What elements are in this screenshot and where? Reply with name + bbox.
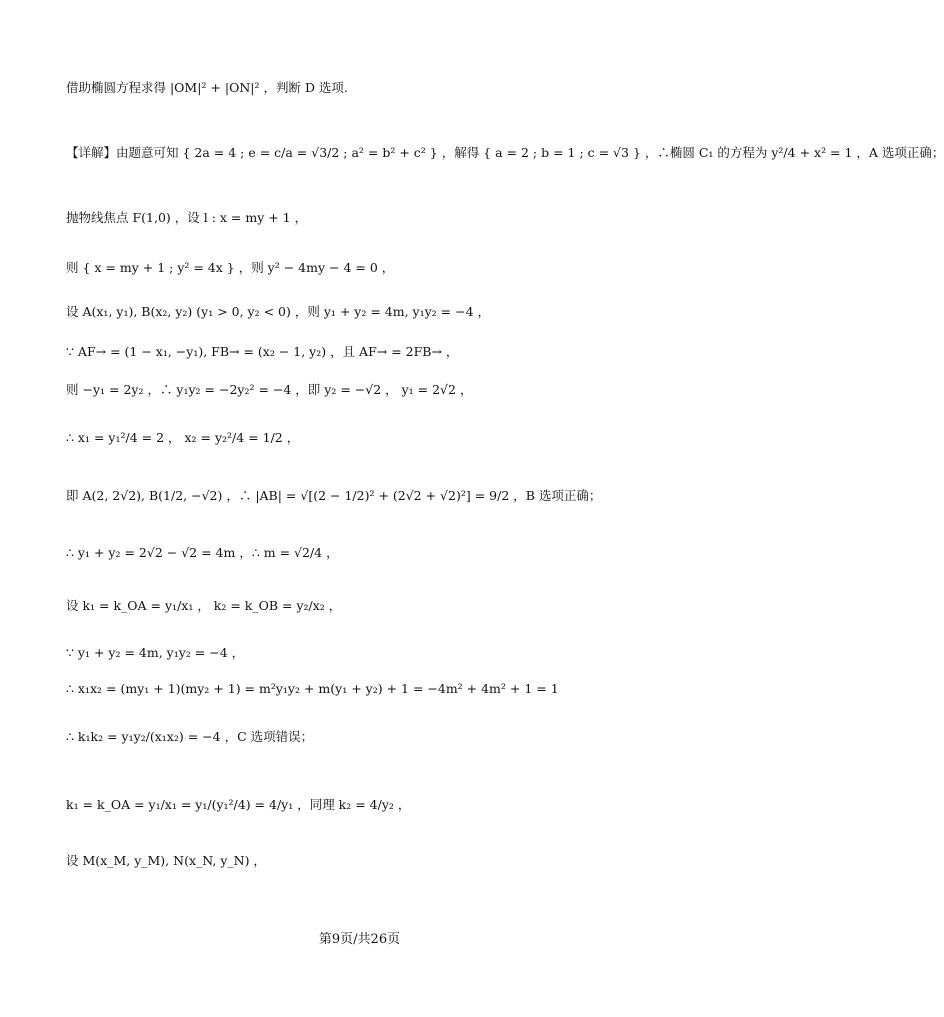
- text-line-1: 借助椭圆方程求得 |OM|² + |ON|² ，判断 D 选项.: [66, 80, 348, 95]
- text-line-14: ∴ k₁k₂ = y₁y₂/(x₁x₂) = −4 ，C 选项错误；: [66, 729, 314, 744]
- text-line-13: ∴ x₁x₂ = (my₁ + 1)(my₂ + 1) = m²y₁y₂ + m(y₁ + y₂) + 1 = −4m² + 4m² + 1 = 1: [66, 681, 559, 696]
- text-line-6: ∵ AF→ = (1 − x₁, −y₁), FB→ = (x₂ − 1, y₂) ，且 AF→ = 2FB→ ，: [66, 344, 459, 359]
- text-line-4: 则 { x = my + 1 ; y² = 4x } ，则 y² − 4my − 4 = 0 ，: [66, 260, 395, 275]
- text-line-15: k₁ = k_OA = y₁/x₁ = y₁/(y₁²/4) = 4/y₁ ，同理 k₂ = 4/y₂ ，: [66, 797, 411, 812]
- text-line-3: 抛物线焦点 F(1,0) ，设 l : x = my + 1 ，: [66, 210, 308, 225]
- text-line-16: 设 M(x_M, y_M), N(x_N, y_N) ，: [66, 853, 266, 868]
- text-line-2: 【详解】由题意可知 { 2a = 4 ; e = c/a = √3/2 ; a² = b² + c² } ，解得 { a = 2 ; b = 1 ; c = √3 } ，∴椭圆 C₁ 的方程为 y²/4 + x² = 1 ，A 选项正确；: [66, 145, 944, 160]
- text-line-12: ∵ y₁ + y₂ = 4m, y₁y₂ = −4 ，: [66, 645, 245, 660]
- text-line-8: ∴ x₁ = y₁²/4 = 2 ， x₂ = y₂²/4 = 1/2 ，: [66, 430, 300, 445]
- text-line-10: ∴ y₁ + y₂ = 2√2 − √2 = 4m ，∴ m = √2/4 ，: [66, 545, 339, 560]
- text-line-9: 即 A(2, 2√2), B(1/2, −√2) ，∴ |AB| = √[(2 − 1/2)² + (2√2 + √2)²] = 9/2 ，B 选项正确；: [66, 488, 602, 503]
- page-footer: 第9页/共26页: [318, 932, 401, 947]
- text-line-5: 设 A(x₁, y₁), B(x₂, y₂) (y₁ > 0, y₂ < 0) ，则 y₁ + y₂ = 4m, y₁y₂ = −4 ，: [66, 304, 491, 319]
- text-line-7: 则 −y₁ = 2y₂ ，∴ y₁y₂ = −2y₂² = −4 ，即 y₂ = −√2 ， y₁ = 2√2 ，: [66, 382, 473, 397]
- text-line-11: 设 k₁ = k_OA = y₁/x₁ ， k₂ = k_OB = y₂/x₂ ，: [66, 598, 342, 613]
